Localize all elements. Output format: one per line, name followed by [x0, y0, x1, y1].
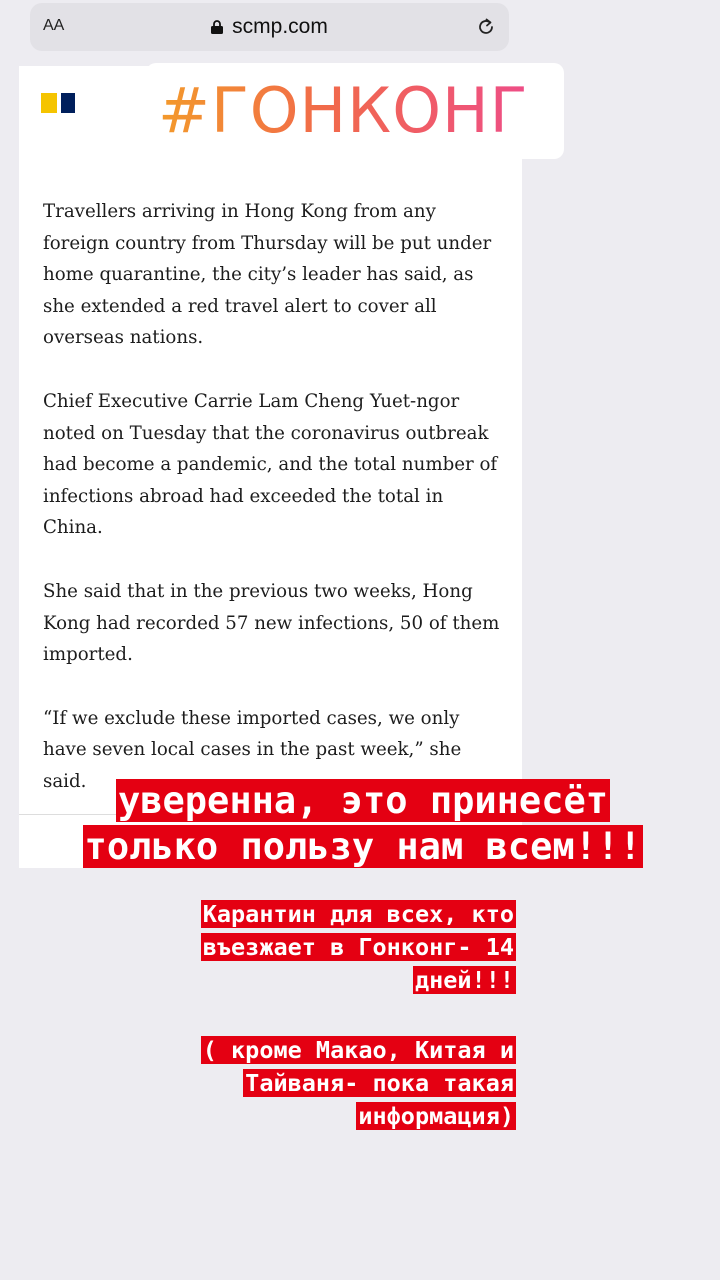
overlay-caption-main-text: уверенна, это принесёт только пользу нам всем!!! — [84, 779, 642, 868]
lock-icon — [211, 20, 223, 34]
article-paragraph: “If we exclude these imported cases, we only have seven local cases in the past week,” she said. — [43, 707, 462, 792]
url-display[interactable] — [30, 15, 509, 39]
url-text: scmp.com — [232, 15, 328, 38]
text-size-button[interactable]: AA — [43, 17, 65, 34]
article-paragraph: She said that in the previous two weeks, Hong Kong had recorded 57 new infections, 50 of them imported. — [43, 580, 500, 666]
overlay-caption-quarantine-text: Карантин для всех, кто въезжает в Гонконг- 14 дней!!! — [202, 900, 514, 994]
reload-icon[interactable] — [475, 16, 497, 38]
overlay-caption-main — [43, 778, 683, 870]
address-bar[interactable] — [30, 3, 509, 51]
overlay-caption-quarantine — [112, 898, 516, 997]
overlay-caption-exceptions-text: ( кроме Макао, Китая и Тайваня- пока такая информация) — [202, 1036, 514, 1130]
article-paragraph: Chief Executive Carrie Lam Cheng Yuet-ngor noted on Tuesday that the coronavirus outbreak had become a pandemic, and the total number of infections abroad had exceeded the total in China. — [43, 390, 498, 539]
scmp-logo — [41, 93, 75, 113]
logo-navy-block — [61, 93, 75, 113]
overlay-caption-exceptions — [112, 1034, 516, 1133]
logo-yellow-block — [41, 93, 57, 113]
article-paragraph: Travellers arriving in Hong Kong from any foreign country from Thursday will be put under home quarantine, the city’s leader has said, as she extended a red travel alert to cover all overseas nations. — [43, 201, 492, 349]
article-body — [43, 196, 503, 830]
hashtag-text: #ГОНКОНГ — [158, 74, 529, 147]
